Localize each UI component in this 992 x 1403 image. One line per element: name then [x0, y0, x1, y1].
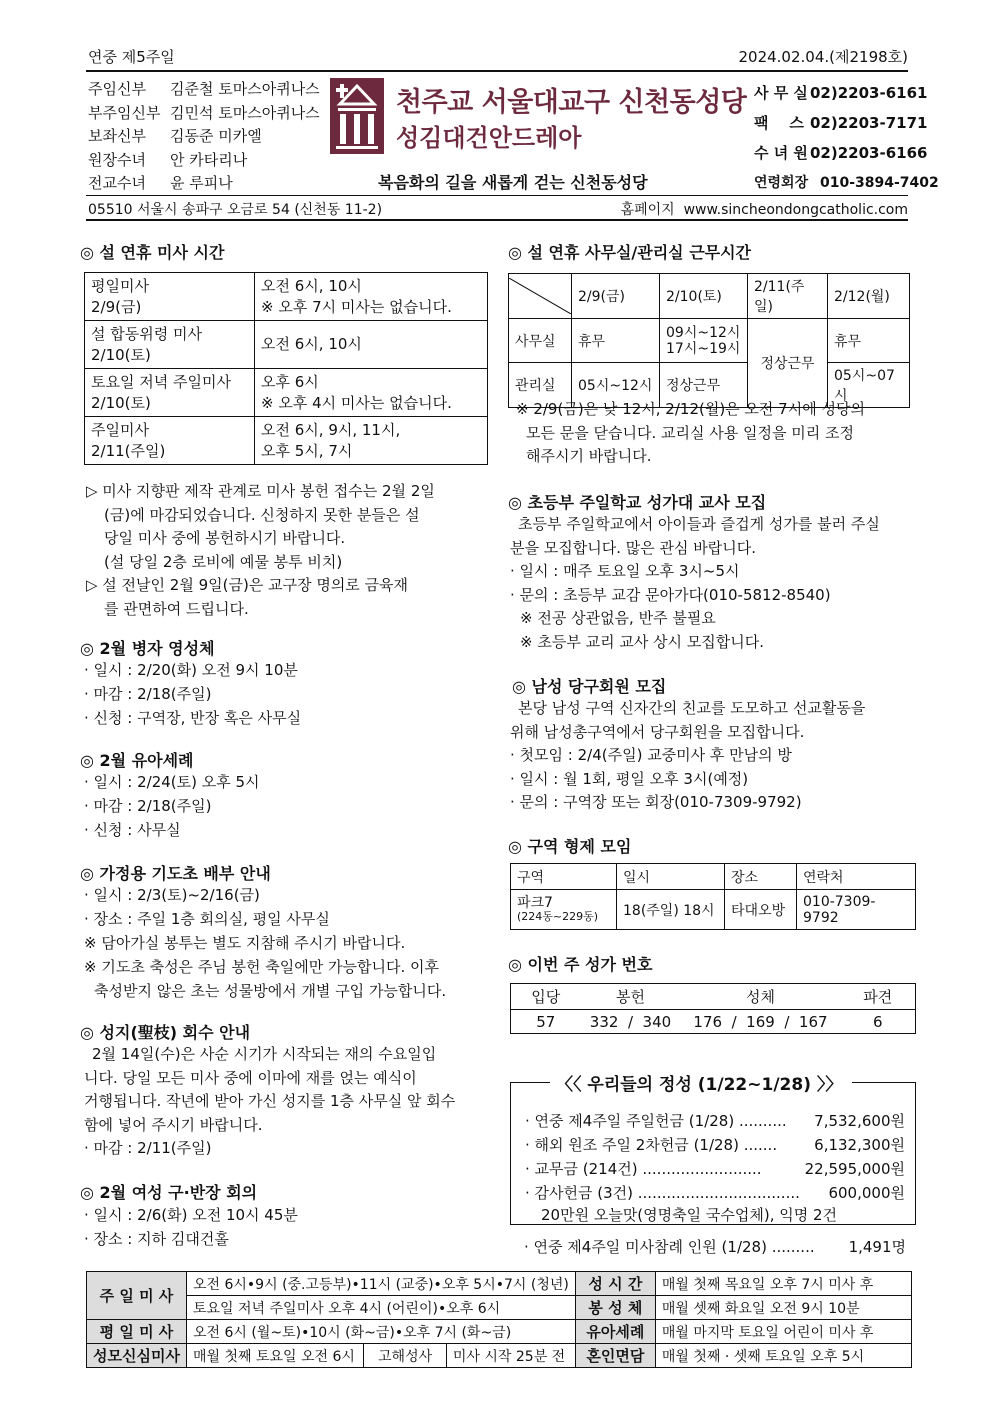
liturgical-week: 연중 제5주일 [88, 48, 175, 66]
table-header: 연락처 [797, 864, 916, 890]
mass-time: 오전 6시, 9시, 11시, [261, 420, 401, 439]
mass-date: 2/11(주일) [91, 441, 166, 460]
table-row [87, 1344, 912, 1368]
address: 05510 서울시 송파구 오금로 54 (신천동 11-2) [88, 202, 383, 218]
mass-name-cell [85, 417, 255, 465]
contact-list [754, 78, 939, 198]
mass-time-cell [255, 273, 488, 321]
offer-amount: 6,132,300원 [814, 1136, 905, 1154]
table-cell: 휴무 [572, 319, 660, 363]
table-row [85, 321, 488, 369]
palm-title: ◎ 성지(聖枝) 회수 안내 [80, 1023, 251, 1042]
table-row [87, 1320, 912, 1344]
palm-body [84, 1043, 455, 1161]
schedule-value: 오전 6시 (월~토)•10시 (화~금)•오후 7시 (화~금) [187, 1320, 576, 1344]
mass-time-cell [255, 369, 488, 417]
list-item: · 문의 : 구역장 또는 회장(010-7309-9792) [510, 793, 802, 811]
church-patron: 성김대건안드레아 [396, 124, 582, 152]
time-line: 17시~19시 [666, 340, 741, 357]
contact-label: 팩 스 [754, 114, 804, 132]
list-item: 축성받지 않은 초는 성물방에서 개별 구입 가능합니다. [94, 982, 447, 1000]
offer-amount: 7,532,600원 [814, 1112, 905, 1130]
note-line: ▷ 미사 지향판 제작 관계로 미사 봉헌 접수는 2월 2일 [86, 482, 435, 500]
sick-communion-title: ◎ 2월 병자 영성체 [80, 639, 215, 658]
mass-name: 토요일 저녁 주일미사 [91, 372, 231, 391]
schedule-table [86, 1271, 912, 1368]
table-cell: 332 / 340 [581, 1010, 681, 1034]
list-item: ※ 담아가실 봉투는 별도 지참해 주시기 바랍니다. [84, 934, 406, 952]
table-header: 파견 [841, 984, 916, 1010]
schedule-value: 매월 셋째 화요일 오전 9시 10분 [655, 1296, 911, 1320]
district-table [510, 863, 916, 930]
staff-list [88, 78, 328, 196]
office-notes [516, 398, 865, 469]
contact-row [754, 138, 939, 168]
mass-time: 오전 6시, 10시 [261, 335, 362, 353]
para-line: 함에 넣어 주시기 바랍니다. [84, 1115, 263, 1134]
contact-label: 사 무 실 [754, 84, 808, 102]
staff-name: 김준철 토마스아퀴나스 [170, 80, 320, 98]
list-item: ※ 초등부 교리 교사 상시 모집합니다. [520, 632, 765, 651]
mass-date: 2/10(토) [91, 393, 151, 412]
staff-role: 부주임신부 [88, 103, 161, 122]
table-cell: 정상근무 [748, 319, 828, 408]
offerings-box [510, 1082, 916, 1225]
table-row [509, 274, 910, 319]
table-header: 구역 [511, 864, 617, 890]
women-meeting-items [84, 1203, 298, 1251]
schedule-label: 평 일 미 사 [87, 1320, 187, 1344]
staff-row [88, 102, 328, 126]
billiards-title: ◎ 남성 당구회원 모집 [512, 677, 667, 696]
table-row [87, 1272, 912, 1296]
table-cell: 타대오방 [725, 890, 797, 930]
choir-body [510, 513, 880, 654]
table-cell: 05시~07시 [828, 363, 910, 408]
table-cell: 18(주일) 18시 [617, 890, 725, 930]
hymn-title: ◎ 이번 주 성가 번호 [508, 955, 653, 974]
candle-title: ◎ 가정용 기도초 배부 안내 [80, 864, 271, 883]
mass-name: 평일미사 [91, 276, 149, 295]
mass-times-title: ◎ 설 연휴 미사 시간 [80, 243, 225, 262]
table-header: 2/9(금) [572, 274, 660, 319]
list-item: · 장소 : 주일 1층 회의실, 평일 사무실 [84, 910, 330, 928]
billiards-body [510, 697, 865, 815]
staff-role: 전교수녀 [88, 174, 146, 192]
choir-teacher-title: ◎ 초등부 주일학교 성가대 교사 모집 [508, 493, 767, 512]
para-line: 2월 14일(수)은 사순 시기가 시작되는 재의 수요일입 [92, 1045, 437, 1063]
mass-note: ※ 오후 4시 미사는 없습니다. [261, 393, 452, 412]
mass-time: 오후 6시 [261, 372, 319, 391]
staff-role: 보좌신부 [88, 127, 146, 145]
note-line: ※ 2/9(금)은 낮 12시, 2/12(월)은 오전 7시에 성당의 [516, 400, 865, 418]
top-rule [86, 70, 908, 72]
table-header: 성체 [681, 984, 841, 1010]
homepage-label: 홈페이지 [620, 202, 675, 218]
table-row [85, 417, 488, 465]
table-header: 2/12(월) [828, 274, 910, 319]
church-logo-icon [330, 78, 384, 154]
attendance-label: · 연중 제4주일 미사참례 인원 (1/28) ......... [524, 1238, 815, 1256]
row-label: 사무실 [509, 319, 572, 363]
table-header: 2/10(토) [660, 274, 748, 319]
para-line: 니다. 당일 모든 미사 중에 이마에 재를 얹는 예식이 [84, 1068, 417, 1087]
schedule-value: 매월 첫째 목요일 오후 7시 미사 후 [655, 1272, 911, 1296]
infant-baptism-title: ◎ 2월 유아세례 [80, 751, 194, 770]
attendance-value: 1,491명 [848, 1238, 906, 1256]
slogan: 복음화의 길을 새롭게 걷는 신천동성당 [378, 173, 648, 192]
list-item: · 일시 : 월 1회, 평일 오후 3시(예정) [510, 769, 749, 788]
offer-amount: 22,595,000원 [804, 1160, 905, 1178]
list-item: · 신청 : 구역장, 반장 혹은 사무실 [84, 709, 302, 727]
table-cell: 6 [841, 1010, 916, 1034]
list-item: · 신청 : 사무실 [84, 821, 181, 839]
table-row [85, 369, 488, 417]
women-meeting-title: ◎ 2월 여성 구·반장 회의 [80, 1183, 258, 1202]
mass-name-cell [85, 273, 255, 321]
contact-row [754, 78, 939, 108]
top-bar [88, 46, 908, 68]
schedule-value: 매월 첫째 토요일 오전 6시 [187, 1344, 364, 1368]
list-item: ※ 전공 상관없음, 반주 불필요 [520, 609, 716, 627]
infant-baptism-items [84, 770, 260, 842]
table-row [511, 890, 916, 930]
offer-note: 20만원 오늘맛(영명축일 국수업체), 익명 2건 [541, 1206, 838, 1224]
schedule-value: 매월 첫째 · 셋째 토요일 오후 5시 [655, 1344, 911, 1368]
staff-name: 김동준 미카엘 [170, 127, 262, 145]
table-cell: 휴무 [828, 319, 910, 363]
table-row [85, 273, 488, 321]
table-row [511, 984, 916, 1010]
zone-buildings: (224동~229동) [517, 909, 599, 923]
homepage[interactable] [621, 199, 908, 219]
para-line: 본당 남성 구역 신자간의 친교를 도모하고 선교활동을 [518, 699, 866, 717]
note-line: 모든 문을 닫습니다. 교리실 사용 일정을 미리 조정 [526, 423, 854, 442]
list-item: · 장소 : 지하 김대건홀 [84, 1230, 229, 1248]
mass-name-cell [85, 321, 255, 369]
offer-label: · 연중 제4주일 주일헌금 (1/28) .......... [525, 1112, 787, 1130]
schedule-label: 혼인면담 [575, 1344, 655, 1368]
table-cell [660, 319, 748, 363]
para-line: 분을 모집합니다. 많은 관심 바랍니다. [510, 538, 756, 557]
staff-name: 윤 루피나 [170, 174, 233, 192]
contact-label: 연령회장 [754, 175, 809, 191]
list-item: · 일시 : 2/24(토) 오후 5시 [84, 773, 260, 791]
list-item: · 일시 : 2/3(토)~2/16(금) [84, 886, 260, 904]
staff-row [88, 172, 328, 196]
offer-amount: 600,000원 [828, 1184, 905, 1202]
list-item: ※ 기도초 축성은 주님 봉헌 축일에만 가능합니다. 이후 [84, 958, 440, 976]
district-title: ◎ 구역 형제 모임 [508, 837, 632, 856]
table-row [509, 319, 910, 363]
mass-time-cell [255, 321, 488, 369]
mass-time: 오전 6시, 10시 [261, 276, 362, 295]
mass-name-cell [85, 369, 255, 417]
table-cell: 010-7309-9792 [797, 890, 916, 930]
mass-time: 오후 5시, 7시 [261, 441, 353, 460]
para-line: 위해 남성총구역에서 당구회원을 모집합니다. [510, 722, 805, 741]
mass-times-table [84, 272, 488, 465]
table-row [511, 864, 916, 890]
staff-name: 김민석 토마스아퀴나스 [170, 103, 320, 122]
list-item: · 일시 : 매주 토요일 오후 3시~5시 [510, 562, 740, 580]
contact-value: 02)2203-7171 [810, 114, 928, 132]
list-item: · 일시 : 2/6(화) 오전 10시 45분 [84, 1206, 298, 1224]
homepage-url[interactable]: www.sincheondongcatholic.com [683, 202, 908, 218]
diagonal-line-icon [509, 278, 571, 314]
schedule-label: 봉 성 체 [575, 1296, 655, 1320]
time-line: 09시~12시 [666, 324, 741, 341]
diagonal-cell [509, 274, 572, 319]
header-rule [86, 195, 908, 196]
office-hours-title: ◎ 설 연휴 사무실/관리실 근무시간 [508, 243, 752, 262]
table-row [87, 1296, 912, 1320]
note-line: (금)에 마감되었습니다. 신청하지 못한 분들은 설 [104, 505, 420, 524]
note-line: 당일 미사 중에 봉헌하시기 바랍니다. [104, 529, 346, 547]
table-header: 봉헌 [581, 984, 681, 1010]
schedule-label: 성 시 간 [575, 1272, 655, 1296]
schedule-label: 고해성사 [364, 1344, 447, 1368]
mass-date: 2/10(토) [91, 345, 151, 364]
schedule-value: 토요일 저녁 주일미사 오후 4시 (어린이)•오후 6시 [187, 1296, 576, 1320]
table-header: 장소 [725, 864, 797, 890]
offer-label: · 교무금 (214건) ......................... [525, 1160, 762, 1178]
schedule-value: 매월 마지막 토요일 어린이 미사 후 [655, 1320, 911, 1344]
contact-value: 010-3894-7402 [820, 175, 939, 191]
contact-value: 02)2203-6166 [810, 144, 928, 162]
list-item: · 마감 : 2/11(주일) [84, 1139, 212, 1157]
table-cell: 05시~12시 [572, 363, 660, 408]
contact-row [754, 108, 939, 138]
staff-role: 원장수녀 [88, 150, 146, 169]
note-line: ▷ 설 전날인 2월 9일(금)은 교구장 명의로 금육재 [86, 576, 409, 594]
schedule-value: 미사 시작 25분 전 [446, 1344, 575, 1368]
contact-label: 수 녀 원 [754, 144, 808, 162]
sick-communion-items [84, 658, 301, 730]
offer-label: · 해외 원조 주일 2차헌금 (1/28) ....... [525, 1136, 778, 1154]
staff-row [88, 149, 328, 173]
mass-notes [86, 480, 435, 621]
schedule-label: 유아세례 [575, 1320, 655, 1344]
church-name: 천주교 서울대교구 신천동성당 [396, 87, 747, 118]
list-item: · 마감 : 2/18(주일) [84, 797, 212, 815]
para-line: 거행됩니다. 작년에 받아 가신 성지를 1층 사무실 앞 회수 [84, 1092, 456, 1110]
list-item: · 문의 : 초등부 교감 문아가다(010-5812-8540) [510, 585, 831, 604]
staff-row [88, 78, 328, 102]
candle-items [84, 883, 446, 1003]
para-line: 초등부 주일학교에서 아이들과 즐겁게 성가를 불러 주실 [518, 515, 880, 533]
note-line: 를 관면하여 드립니다. [104, 599, 249, 618]
table-header: 일시 [617, 864, 725, 890]
schedule-label: 성모신심미사 [87, 1344, 187, 1368]
mass-name: 주일미사 [91, 420, 149, 439]
list-item: · 일시 : 2/20(화) 오전 9시 10분 [84, 661, 298, 679]
schedule-label: 주 일 미 사 [87, 1272, 187, 1320]
staff-name: 안 카타리나 [170, 150, 248, 169]
contact-value: 02)2203-6161 [810, 84, 928, 102]
mass-name: 설 합동위령 미사 [91, 324, 202, 343]
table-cell: 176 / 169 / 167 [681, 1010, 841, 1034]
row-label: 관리실 [509, 363, 572, 408]
contact-row [754, 168, 939, 198]
offer-label: · 감사헌금 (3건) .................................. [525, 1184, 800, 1202]
note-line: 해주시기 바랍니다. [526, 447, 652, 465]
zone-name: 파크7 [517, 894, 553, 911]
header-bottom-rule [86, 219, 908, 221]
table-header: 2/11(주일) [748, 274, 828, 319]
table-header: 입당 [511, 984, 581, 1010]
staff-role: 주임신부 [88, 80, 146, 98]
mass-date: 2/9(금) [91, 297, 142, 316]
table-cell [511, 890, 617, 930]
staff-row [88, 125, 328, 149]
list-item: · 마감 : 2/18(주일) [84, 685, 212, 703]
list-item: · 첫모임 : 2/4(주일) 교중미사 후 만남의 방 [510, 746, 792, 764]
schedule-value: 오전 6시•9시 (중.고등부)•11시 (교중)•오후 5시•7시 (청년) [187, 1272, 576, 1296]
table-row [511, 1010, 916, 1034]
table-cell: 57 [511, 1010, 581, 1034]
table-cell: 정상근무 [660, 363, 748, 408]
hymn-table [510, 983, 916, 1034]
mass-time-cell [255, 417, 488, 465]
issue-date: 2024.02.04.(제2198호) [738, 48, 908, 66]
offerings-title: 〈〈 우리들의 정성 (1/22~1/28) 〉〉 [556, 1075, 843, 1095]
mass-note: ※ 오후 7시 미사는 없습니다. [261, 297, 452, 316]
note-line: (설 당일 2층 로비에 예물 봉투 비치) [104, 552, 343, 571]
office-hours-table [508, 273, 910, 408]
